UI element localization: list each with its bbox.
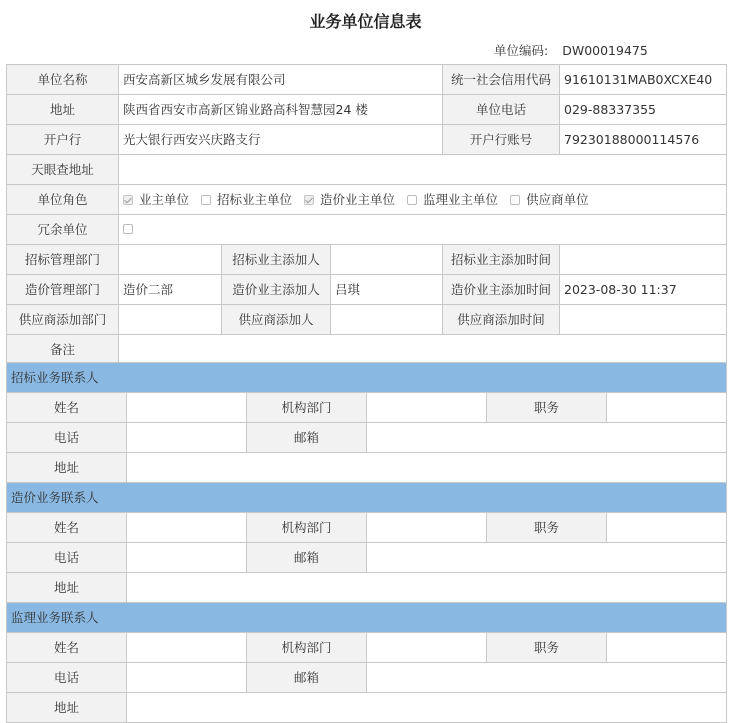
role-option-label: 监理业主单位 xyxy=(423,192,499,207)
contact-phone-label: 电话 xyxy=(7,543,127,573)
contact-org-value xyxy=(367,393,487,423)
contact-address-label: 地址 xyxy=(7,573,127,603)
account-value: 79230188000114576 xyxy=(560,125,727,155)
role-checkbox[interactable] xyxy=(304,195,314,205)
contact-section-header xyxy=(7,603,727,633)
contact-address-label: 地址 xyxy=(7,453,127,483)
role-option-label: 招标业主单位 xyxy=(217,192,293,207)
tender-dept-label: 招标管理部门 xyxy=(7,245,119,275)
contact-section-title: 招标业务联系人 xyxy=(7,363,727,393)
tianyan-value xyxy=(119,155,727,185)
contact-row xyxy=(7,633,727,663)
unit-code-label: 单位编码: xyxy=(494,43,549,58)
row-roles xyxy=(7,185,727,215)
redundant-option xyxy=(119,215,727,245)
contact-phone-label: 电话 xyxy=(7,423,127,453)
unit-phone-value: 029-88337355 xyxy=(560,95,727,125)
account-label: 开户行账号 xyxy=(443,125,560,155)
contact-address-value xyxy=(127,693,727,723)
tender-adder-value xyxy=(331,245,443,275)
row-remark xyxy=(7,335,727,365)
contact-name-value xyxy=(127,393,247,423)
contact-row xyxy=(7,663,727,693)
cost-dept-label: 造价管理部门 xyxy=(7,275,119,305)
contact-row xyxy=(7,453,727,483)
role-checkbox[interactable] xyxy=(407,195,417,205)
role-option[interactable] xyxy=(123,185,189,214)
redundant-checkbox[interactable] xyxy=(123,224,133,234)
row-tianyan xyxy=(7,155,727,185)
cost-time-value: 2023-08-30 11:37 xyxy=(560,275,727,305)
contact-address-value xyxy=(127,453,727,483)
role-option-label: 业主单位 xyxy=(139,192,190,207)
contact-row xyxy=(7,693,727,723)
cost-time-label: 造价业主添加时间 xyxy=(443,275,560,305)
contact-post-value xyxy=(607,513,727,543)
role-checkbox[interactable] xyxy=(201,195,211,205)
contact-name-label: 姓名 xyxy=(7,393,127,423)
contact-section-title: 监理业务联系人 xyxy=(7,603,727,633)
bank-label: 开户行 xyxy=(7,125,119,155)
contact-org-value xyxy=(367,513,487,543)
contact-name-value xyxy=(127,633,247,663)
contact-email-label: 邮箱 xyxy=(247,663,367,693)
unit-code-value: DW00019475 xyxy=(562,43,648,58)
redundant-label: 冗余单位 xyxy=(7,215,119,245)
contact-phone-value xyxy=(127,543,247,573)
contact-org-value xyxy=(367,633,487,663)
contact-email-value xyxy=(367,543,727,573)
contact-org-label: 机构部门 xyxy=(247,633,367,663)
contact-org-label: 机构部门 xyxy=(247,393,367,423)
role-option-label: 供应商单位 xyxy=(526,192,589,207)
cost-adder-label: 造价业主添加人 xyxy=(222,275,331,305)
tianyan-label: 天眼查地址 xyxy=(7,155,119,185)
contact-post-label: 职务 xyxy=(487,393,607,423)
tender-dept-value xyxy=(119,245,222,275)
cost-adder-value: 吕琪 xyxy=(331,275,443,305)
role-option-label: 造价业主单位 xyxy=(320,192,396,207)
address-label: 地址 xyxy=(7,95,119,125)
contact-row xyxy=(7,393,727,423)
supplier-time-value xyxy=(560,305,727,335)
contact-phone-value xyxy=(127,423,247,453)
contact-section-header xyxy=(7,483,727,513)
contact-post-value xyxy=(607,633,727,663)
role-option[interactable] xyxy=(304,185,395,214)
contact-name-label: 姓名 xyxy=(7,513,127,543)
tender-time-value xyxy=(560,245,727,275)
tender-adder-label: 招标业主添加人 xyxy=(222,245,331,275)
row-supplier xyxy=(7,305,727,335)
contact-email-value xyxy=(367,663,727,693)
role-checkbox[interactable] xyxy=(510,195,520,205)
role-options xyxy=(119,185,727,215)
contact-section-title: 造价业务联系人 xyxy=(7,483,727,513)
tender-time-label: 招标业主添加时间 xyxy=(443,245,560,275)
row-name xyxy=(7,65,727,95)
supplier-adder-label: 供应商添加人 xyxy=(222,305,331,335)
unit-phone-label: 单位电话 xyxy=(443,95,560,125)
supplier-adder-value xyxy=(331,305,443,335)
contact-post-label: 职务 xyxy=(487,513,607,543)
contact-post-label: 职务 xyxy=(487,633,607,663)
supplier-dept-label: 供应商添加部门 xyxy=(7,305,119,335)
contact-email-value xyxy=(367,423,727,453)
supplier-dept-value xyxy=(119,305,222,335)
row-address xyxy=(7,95,727,125)
supplier-time-label: 供应商添加时间 xyxy=(443,305,560,335)
cost-dept-value: 造价二部 xyxy=(119,275,222,305)
address-value: 陕西省西安市高新区锦业路高科智慧园24 楼 xyxy=(119,95,443,125)
contact-section-header xyxy=(7,363,727,393)
bank-value: 光大银行西安兴庆路支行 xyxy=(119,125,443,155)
contact-org-label: 机构部门 xyxy=(247,513,367,543)
contact-address-value xyxy=(127,573,727,603)
contact-row xyxy=(7,423,727,453)
contact-address-label: 地址 xyxy=(7,693,127,723)
row-tender xyxy=(7,245,727,275)
contact-phone-value xyxy=(127,663,247,693)
role-option[interactable] xyxy=(407,185,498,214)
remark-label: 备注 xyxy=(7,335,119,365)
role-option[interactable] xyxy=(201,185,292,214)
unit-name-label: 单位名称 xyxy=(7,65,119,95)
credit-code-label: 统一社会信用代码 xyxy=(443,65,560,95)
page-title: 业务单位信息表 xyxy=(309,12,422,31)
unit-info-table xyxy=(6,64,727,365)
role-option[interactable] xyxy=(510,185,589,214)
role-label: 单位角色 xyxy=(7,185,119,215)
role-checkbox-group xyxy=(123,185,722,214)
unit-name-value: 西安高新区城乡发展有限公司 xyxy=(119,65,443,95)
contact-row xyxy=(7,543,727,573)
contact-post-value xyxy=(607,393,727,423)
unit-code-row xyxy=(494,41,648,59)
contact-name-value xyxy=(127,513,247,543)
contacts-table xyxy=(6,362,727,723)
contact-email-label: 邮箱 xyxy=(247,423,367,453)
credit-code-value: 91610131MAB0XCXE40 xyxy=(560,65,727,95)
contact-row xyxy=(7,573,727,603)
remark-value xyxy=(119,335,727,365)
contact-phone-label: 电话 xyxy=(7,663,127,693)
contact-name-label: 姓名 xyxy=(7,633,127,663)
contact-email-label: 邮箱 xyxy=(247,543,367,573)
contact-row xyxy=(7,513,727,543)
row-bank xyxy=(7,125,727,155)
row-redundant xyxy=(7,215,727,245)
role-checkbox[interactable] xyxy=(123,195,133,205)
row-cost xyxy=(7,275,727,305)
